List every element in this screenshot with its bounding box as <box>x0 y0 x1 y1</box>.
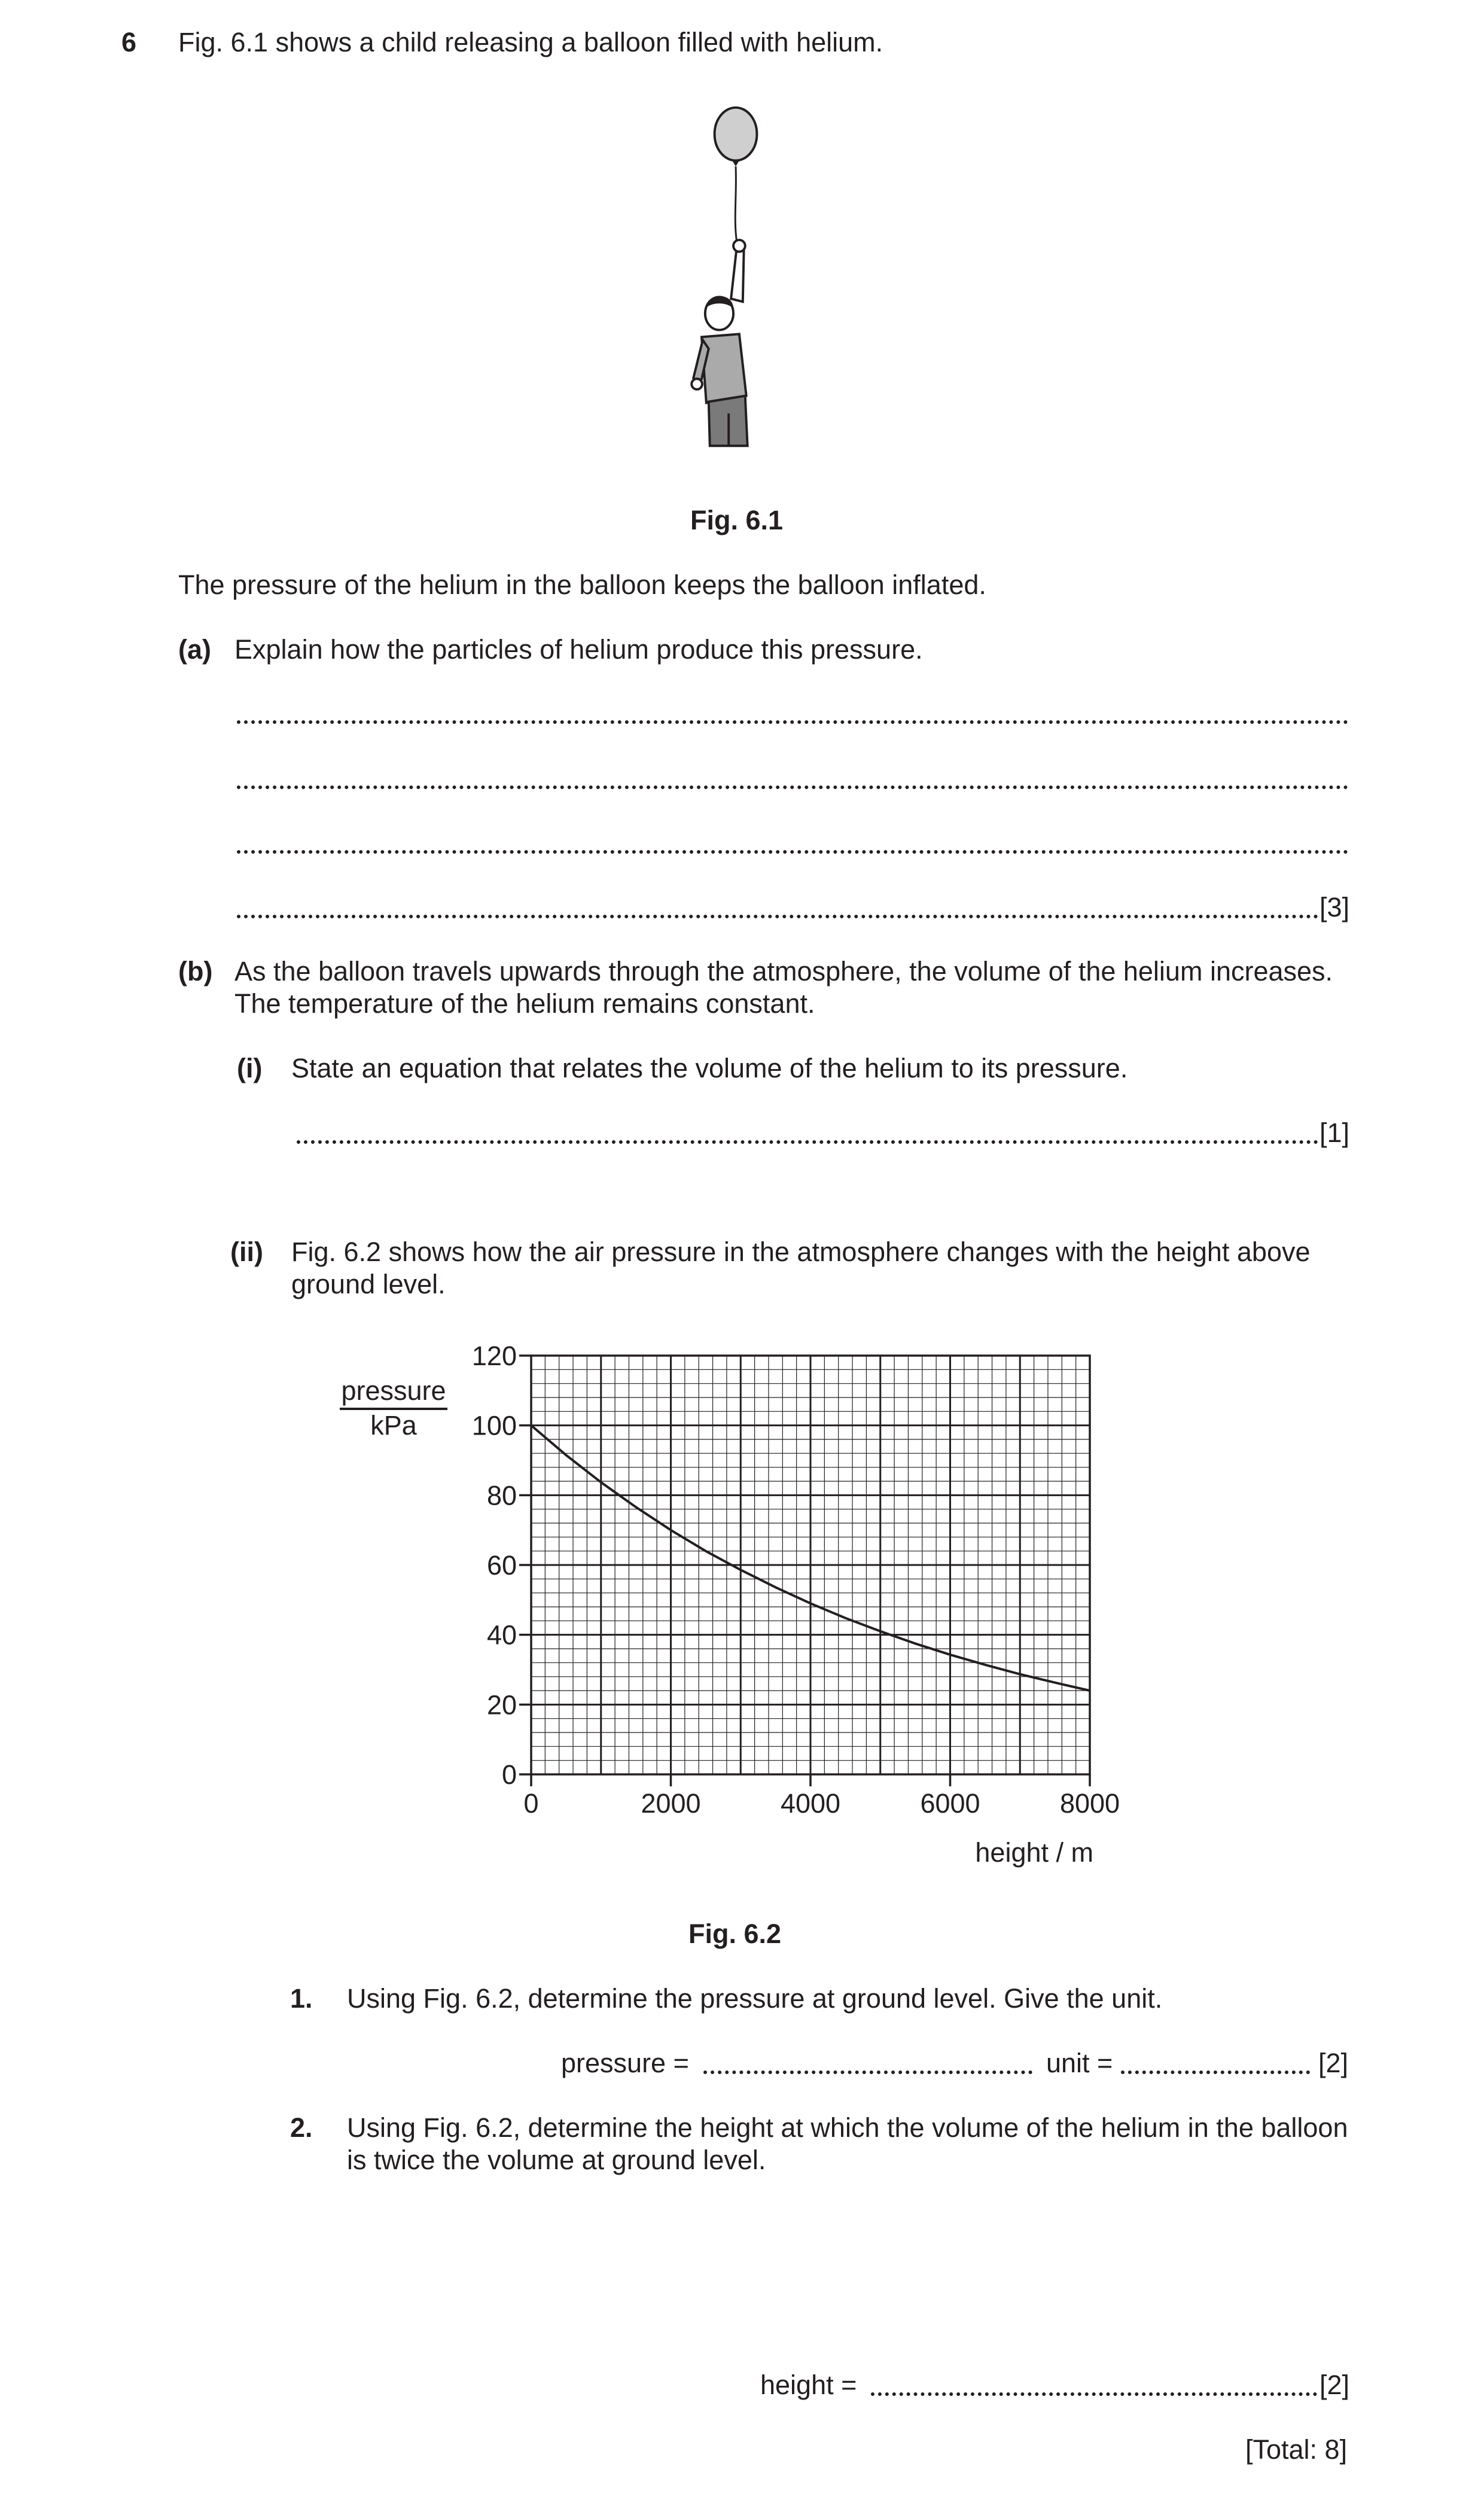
x-tick-label: 0 <box>523 1788 539 1819</box>
q2-text-line-2: is twice the volume at ground level. <box>347 2145 766 2175</box>
part-b-i-text: State an equation that relates the volume of the helium to its pressure. <box>291 1053 1128 1083</box>
part-a-answer-line-2[interactable] <box>237 785 1348 789</box>
q1-label: 1. <box>290 1983 313 2014</box>
part-b-i-marks: [1] <box>1320 1118 1350 1148</box>
axis-ticks <box>519 1356 1090 1786</box>
q2-height-prefix: height = <box>760 2370 857 2400</box>
y-tick-label: 80 <box>486 1480 517 1511</box>
pressure-height-graph <box>311 1334 1160 1884</box>
part-b-label: (b) <box>178 956 213 986</box>
y-tick-label: 0 <box>501 1759 517 1790</box>
x-tick-label: 4000 <box>780 1788 841 1819</box>
question-intro: Fig. 6.1 shows a child releasing a balloon filled with helium. <box>178 27 883 57</box>
part-a-answer-line-3[interactable] <box>237 850 1348 854</box>
y-tick-label: 100 <box>471 1410 517 1441</box>
q1-unit-answer-line[interactable] <box>1121 2071 1310 2074</box>
x-axis-label: height / m <box>975 1837 1093 1868</box>
fig-6-1-caption: Fig. 6.1 <box>690 505 784 535</box>
question-number: 6 <box>121 27 137 57</box>
tick-labels <box>472 1341 1120 1819</box>
part-a-answer-line-1[interactable] <box>237 720 1348 724</box>
part-a-label: (a) <box>178 634 211 665</box>
x-tick-label: 2000 <box>641 1788 701 1819</box>
part-a-text: Explain how the particles of helium produce this pressure. <box>234 634 923 665</box>
part-b-ii-text-line-1: Fig. 6.2 shows how the air pressure in the atmosphere changes with the height above <box>291 1237 1311 1267</box>
q1-pressure-prefix: pressure = <box>561 2048 689 2078</box>
fig-6-2-caption: Fig. 6.2 <box>688 1919 782 1949</box>
y-tick-label: 120 <box>471 1341 517 1371</box>
x-tick-label: 8000 <box>1059 1788 1120 1819</box>
y-axis-label-top: pressure <box>341 1375 446 1406</box>
part-b-ii-label: (ii) <box>230 1237 263 1267</box>
part-b-text-line-1: As the balloon travels upwards through the atmosphere, the volume of the helium increases. <box>234 956 1333 986</box>
child-balloon-illustration <box>682 102 790 455</box>
part-b-text-line-2: The temperature of the helium remains constant. <box>234 988 815 1019</box>
q2-text-line-1: Using Fig. 6.2, determine the height at which the volume of the helium in the balloon <box>347 2112 1348 2143</box>
x-tick-label: 6000 <box>920 1788 980 1819</box>
statement: The pressure of the helium in the balloon keeps the balloon inflated. <box>178 570 986 600</box>
total-marks: [Total: 8] <box>1245 2434 1348 2465</box>
y-tick-label: 40 <box>486 1619 517 1651</box>
part-a-answer-line-4[interactable] <box>237 915 1318 918</box>
q1-pressure-answer-line[interactable] <box>703 2071 1032 2074</box>
part-b-i-label: (i) <box>237 1053 263 1083</box>
q2-marks: [2] <box>1320 2370 1350 2400</box>
q2-label: 2. <box>290 2112 313 2143</box>
q2-height-answer-line[interactable] <box>871 2392 1317 2396</box>
q1-text: Using Fig. 6.2, determine the pressure at ground level. Give the unit. <box>347 1983 1163 2014</box>
part-b-ii-text-line-2: ground level. <box>291 1269 446 1299</box>
q1-marks: [2] <box>1318 2048 1349 2078</box>
y-axis-label-bottom: kPa <box>370 1410 417 1441</box>
part-b-i-answer-line[interactable] <box>297 1140 1318 1144</box>
q1-unit-prefix: unit = <box>1046 2048 1113 2078</box>
part-a-marks: [3] <box>1320 892 1350 922</box>
y-tick-label: 60 <box>486 1550 517 1581</box>
y-tick-label: 20 <box>486 1689 517 1721</box>
